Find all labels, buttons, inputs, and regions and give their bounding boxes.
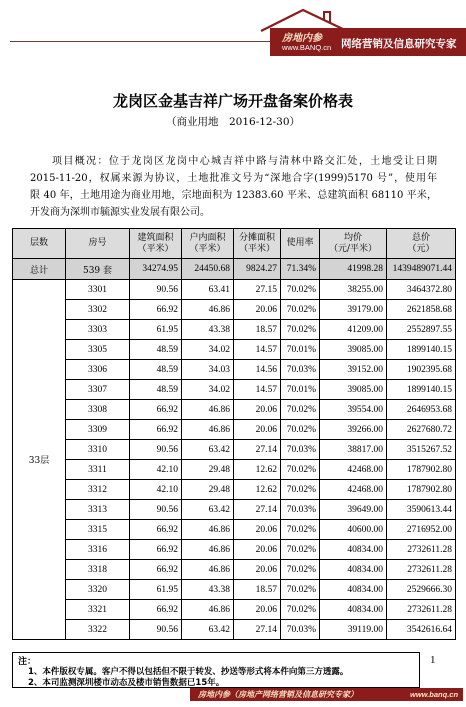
- average-price-cell: 39554.00: [320, 400, 387, 420]
- table-row: [13, 280, 456, 300]
- indoor-area-cell: 34.02: [182, 340, 234, 360]
- usage-rate-cell: 70.03%: [281, 360, 320, 380]
- column-header-label: 均价: [343, 232, 362, 243]
- indoor-area-cell: 46.86: [182, 600, 234, 620]
- overview-line: 限 40 年，土地用途为商业用地，宗地面积为 12383.60 平米、总建筑面积 68110 平米，: [30, 190, 437, 201]
- total-price-cell: 3515267.52: [387, 440, 456, 460]
- table-row: [13, 460, 456, 480]
- table-row: [13, 520, 456, 540]
- total-price-cell: 1787902.80: [387, 460, 456, 480]
- total-price-cell: 2621858.68: [387, 300, 456, 320]
- table-row: [13, 620, 456, 640]
- table-row: [13, 420, 456, 440]
- building-area-cell: 42.10: [130, 460, 182, 480]
- column-header-unit: （元/平米）: [328, 243, 378, 254]
- usage-rate-cell: 70.02%: [281, 420, 320, 440]
- table-row: [13, 600, 456, 620]
- usage-rate-cell: 70.02%: [281, 300, 320, 320]
- column-header-label: 房号: [88, 238, 107, 248]
- usage-rate-cell: 70.01%: [281, 340, 320, 360]
- average-price-cell: 42468.00: [320, 460, 387, 480]
- building-area-cell: 90.56: [130, 280, 182, 300]
- shared-area-cell: 12.62: [234, 480, 281, 500]
- usage-rate-cell: 70.02%: [281, 480, 320, 500]
- shared-area-cell: 18.57: [234, 320, 281, 340]
- average-price-cell: 40834.00: [320, 560, 387, 580]
- building-area-cell: 66.92: [130, 600, 182, 620]
- average-price-cell: 42468.00: [320, 480, 387, 500]
- shared-area-cell: 20.06: [234, 540, 281, 560]
- table-row: [13, 340, 456, 360]
- room-number-cell: 3318: [66, 560, 130, 580]
- usage-rate-cell: 70.02%: [281, 560, 320, 580]
- price-table: [12, 228, 456, 640]
- column-header-label: 户内面积: [189, 232, 226, 243]
- table-row: [13, 500, 456, 520]
- footer-brand-url: www.banq.cn: [410, 690, 459, 699]
- usage-rate-cell: 70.02%: [281, 540, 320, 560]
- total-price-cell: 2627680.72: [387, 420, 456, 440]
- usage-rate-cell: 70.02%: [281, 580, 320, 600]
- column-header-label: 分摊面积: [238, 232, 275, 243]
- total-shared-area-cell: 9824.27: [234, 259, 281, 280]
- column-header-label: 层数: [29, 238, 48, 248]
- indoor-area-cell: 43.38: [182, 320, 234, 340]
- table-row: [13, 440, 456, 460]
- column-header-shared-area: [234, 229, 281, 259]
- building-area-cell: 90.56: [130, 500, 182, 520]
- table-row: [13, 580, 456, 600]
- column-header-usage-rate: [281, 229, 320, 259]
- total-building-area-cell: 34274.95: [130, 259, 182, 280]
- footer-brand-title: 房地内参（房地产网络营销及信息研究专家）: [198, 689, 358, 699]
- indoor-area-cell: 46.86: [182, 540, 234, 560]
- indoor-area-cell: 29.48: [182, 480, 234, 500]
- indoor-area-cell: 34.02: [182, 380, 234, 400]
- usage-rate-cell: 70.02%: [281, 520, 320, 540]
- total-price-cell: 2552897.55: [387, 320, 456, 340]
- usage-rate-cell: 70.03%: [281, 620, 320, 640]
- shared-area-cell: 27.14: [234, 620, 281, 640]
- shared-area-cell: 27.15: [234, 280, 281, 300]
- disclaimer-line: 1、本件版权专属。客户不得以包括但不限于转发、抄送等形式将本件向第三方透露。: [28, 667, 349, 677]
- room-number-cell: 3311: [66, 460, 130, 480]
- shared-area-cell: 20.06: [234, 420, 281, 440]
- note-label: 注：: [18, 657, 37, 667]
- average-price-cell: 39266.00: [320, 420, 387, 440]
- table-header-row: [13, 229, 456, 259]
- shared-area-cell: 18.57: [234, 580, 281, 600]
- total-label-cell: 总计: [13, 259, 66, 280]
- indoor-area-cell: 46.86: [182, 420, 234, 440]
- shared-area-cell: 20.06: [234, 600, 281, 620]
- total-usage-rate-cell: 71.34%: [281, 259, 320, 280]
- average-price-cell: 39649.00: [320, 500, 387, 520]
- shared-area-cell: 27.14: [234, 500, 281, 520]
- brand-name: 房地内参: [282, 33, 322, 44]
- room-number-cell: 3305: [66, 340, 130, 360]
- table-row: [13, 540, 456, 560]
- shared-area-cell: 20.06: [234, 560, 281, 580]
- building-area-cell: 90.56: [130, 620, 182, 640]
- usage-rate-cell: 70.03%: [281, 500, 320, 520]
- shared-area-cell: 14.56: [234, 360, 281, 380]
- column-header-average-price: [320, 229, 387, 259]
- column-header-indoor-area: [182, 229, 234, 259]
- room-number-cell: 3309: [66, 420, 130, 440]
- total-indoor-area-cell: 24450.68: [182, 259, 234, 280]
- column-header-room: [66, 229, 130, 259]
- total-price-cell: 2716952.00: [387, 520, 456, 540]
- overview-line: 开发商为深圳市毓源实业发展有限公司。: [30, 207, 210, 218]
- total-price-cell: 3542616.64: [387, 620, 456, 640]
- floor-cell: 33层: [13, 280, 66, 640]
- average-price-cell: 38255.00: [320, 280, 387, 300]
- average-price-cell: 39085.00: [320, 380, 387, 400]
- usage-rate-cell: 70.02%: [281, 460, 320, 480]
- total-units-cell: 539 套: [66, 259, 130, 280]
- shared-area-cell: 20.06: [234, 300, 281, 320]
- building-area-cell: 48.59: [130, 360, 182, 380]
- column-header-unit: （平米）: [189, 243, 226, 254]
- project-overview: [30, 153, 437, 221]
- table-row: [13, 380, 456, 400]
- table-row: [13, 300, 456, 320]
- total-average-price-cell: 41998.28: [320, 259, 387, 280]
- average-price-cell: 39119.00: [320, 620, 387, 640]
- document-title: 龙岗区金基吉祥广场开盘备案价格表: [112, 92, 353, 110]
- room-number-cell: 3312: [66, 480, 130, 500]
- overview-line: 项目概况：位于龙岗区龙岗中心城吉祥中路与清林中路交汇处，土地受让日期: [52, 156, 437, 167]
- usage-rate-cell: 70.02%: [281, 400, 320, 420]
- table-row: [13, 320, 456, 340]
- building-area-cell: 61.95: [130, 580, 182, 600]
- usage-rate-cell: 70.03%: [281, 440, 320, 460]
- indoor-area-cell: 34.03: [182, 360, 234, 380]
- total-price-cell: 1902395.68: [387, 360, 456, 380]
- building-area-cell: 90.56: [130, 440, 182, 460]
- building-area-cell: 66.92: [130, 300, 182, 320]
- room-number-cell: 3315: [66, 520, 130, 540]
- column-header-label: 建筑面积: [137, 232, 174, 243]
- room-number-cell: 3313: [66, 500, 130, 520]
- shared-area-cell: 14.57: [234, 380, 281, 400]
- shared-area-cell: 12.62: [234, 460, 281, 480]
- total-price-cell: 1899140.15: [387, 340, 456, 360]
- shared-area-cell: 27.14: [234, 440, 281, 460]
- usage-rate-cell: 70.02%: [281, 280, 320, 300]
- shared-area-cell: 14.57: [234, 340, 281, 360]
- column-header-building-area: [130, 229, 182, 259]
- building-area-cell: 66.92: [130, 540, 182, 560]
- total-price-cell: 3464372.80: [387, 280, 456, 300]
- total-price-cell: 1899140.15: [387, 380, 456, 400]
- disclaimer-line: 2、本司监测深圳楼市动态及楼市销售数据已15年。: [28, 678, 225, 688]
- total-price-cell: 2732611.28: [387, 540, 456, 560]
- building-area-cell: 48.59: [130, 340, 182, 360]
- total-row: [13, 259, 456, 280]
- average-price-cell: 40600.00: [320, 520, 387, 540]
- indoor-area-cell: 63.42: [182, 500, 234, 520]
- table-row: [13, 480, 456, 500]
- total-price-cell: 3590613.44: [387, 500, 456, 520]
- shared-area-cell: 20.06: [234, 520, 281, 540]
- column-header-unit: （平米）: [137, 243, 174, 254]
- brand-url: www.BANQ.cn: [282, 43, 332, 52]
- room-number-cell: 3310: [66, 440, 130, 460]
- document-subtitle: （商业用地 2016-12-30）: [165, 116, 301, 128]
- average-price-cell: 40834.00: [320, 600, 387, 620]
- room-number-cell: 3322: [66, 620, 130, 640]
- total-price-cell: 1787902.80: [387, 480, 456, 500]
- usage-rate-cell: 70.02%: [281, 600, 320, 620]
- building-area-cell: 66.92: [130, 400, 182, 420]
- total-total-price-cell: 1439489071.44: [387, 259, 456, 280]
- usage-rate-cell: 70.02%: [281, 320, 320, 340]
- room-number-cell: 3303: [66, 320, 130, 340]
- room-number-cell: 3307: [66, 380, 130, 400]
- average-price-cell: 39152.00: [320, 360, 387, 380]
- total-price-cell: 2646953.68: [387, 400, 456, 420]
- building-area-cell: 42.10: [130, 480, 182, 500]
- header-divider: [10, 41, 270, 42]
- column-header-unit: （平米）: [238, 243, 275, 254]
- building-area-cell: 66.92: [130, 520, 182, 540]
- average-price-cell: 40834.00: [320, 540, 387, 560]
- room-number-cell: 3308: [66, 400, 130, 420]
- indoor-area-cell: 29.48: [182, 460, 234, 480]
- building-area-cell: 66.92: [130, 560, 182, 580]
- indoor-area-cell: 63.41: [182, 280, 234, 300]
- page-number: 1: [430, 654, 436, 666]
- room-number-cell: 3306: [66, 360, 130, 380]
- room-number-cell: 3316: [66, 540, 130, 560]
- usage-rate-cell: 70.01%: [281, 380, 320, 400]
- average-price-cell: 39085.00: [320, 340, 387, 360]
- column-header-label: 总价: [411, 232, 430, 243]
- total-price-cell: 2529666.30: [387, 580, 456, 600]
- table-row: [13, 400, 456, 420]
- table-row: [13, 560, 456, 580]
- room-number-cell: 3302: [66, 300, 130, 320]
- average-price-cell: 40834.00: [320, 580, 387, 600]
- indoor-area-cell: 46.86: [182, 560, 234, 580]
- average-price-cell: 39179.00: [320, 300, 387, 320]
- brand-slogan: 网络营销及信息研究专家: [341, 38, 457, 50]
- average-price-cell: 38817.00: [320, 440, 387, 460]
- overview-line: 2015-11-20，权属来源为协议，土地批准文号为“深地合字(1999)5170 号”，使用年: [30, 173, 437, 184]
- indoor-area-cell: 63.42: [182, 620, 234, 640]
- indoor-area-cell: 43.38: [182, 580, 234, 600]
- total-price-cell: 2732611.28: [387, 600, 456, 620]
- building-area-cell: 61.95: [130, 320, 182, 340]
- column-header-unit: （元）: [407, 243, 435, 254]
- indoor-area-cell: 46.86: [182, 400, 234, 420]
- column-header-floor: [13, 229, 66, 259]
- indoor-area-cell: 63.42: [182, 440, 234, 460]
- column-header-total-price: [387, 229, 456, 259]
- shared-area-cell: 20.06: [234, 400, 281, 420]
- column-header-label: 使用率: [286, 238, 314, 248]
- building-area-cell: 48.59: [130, 380, 182, 400]
- total-price-cell: 2732611.28: [387, 560, 456, 580]
- average-price-cell: 41209.00: [320, 320, 387, 340]
- room-number-cell: 3320: [66, 580, 130, 600]
- indoor-area-cell: 46.86: [182, 300, 234, 320]
- indoor-area-cell: 46.86: [182, 520, 234, 540]
- room-number-cell: 3301: [66, 280, 130, 300]
- table-row: [13, 360, 456, 380]
- building-area-cell: 66.92: [130, 420, 182, 440]
- room-number-cell: 3321: [66, 600, 130, 620]
